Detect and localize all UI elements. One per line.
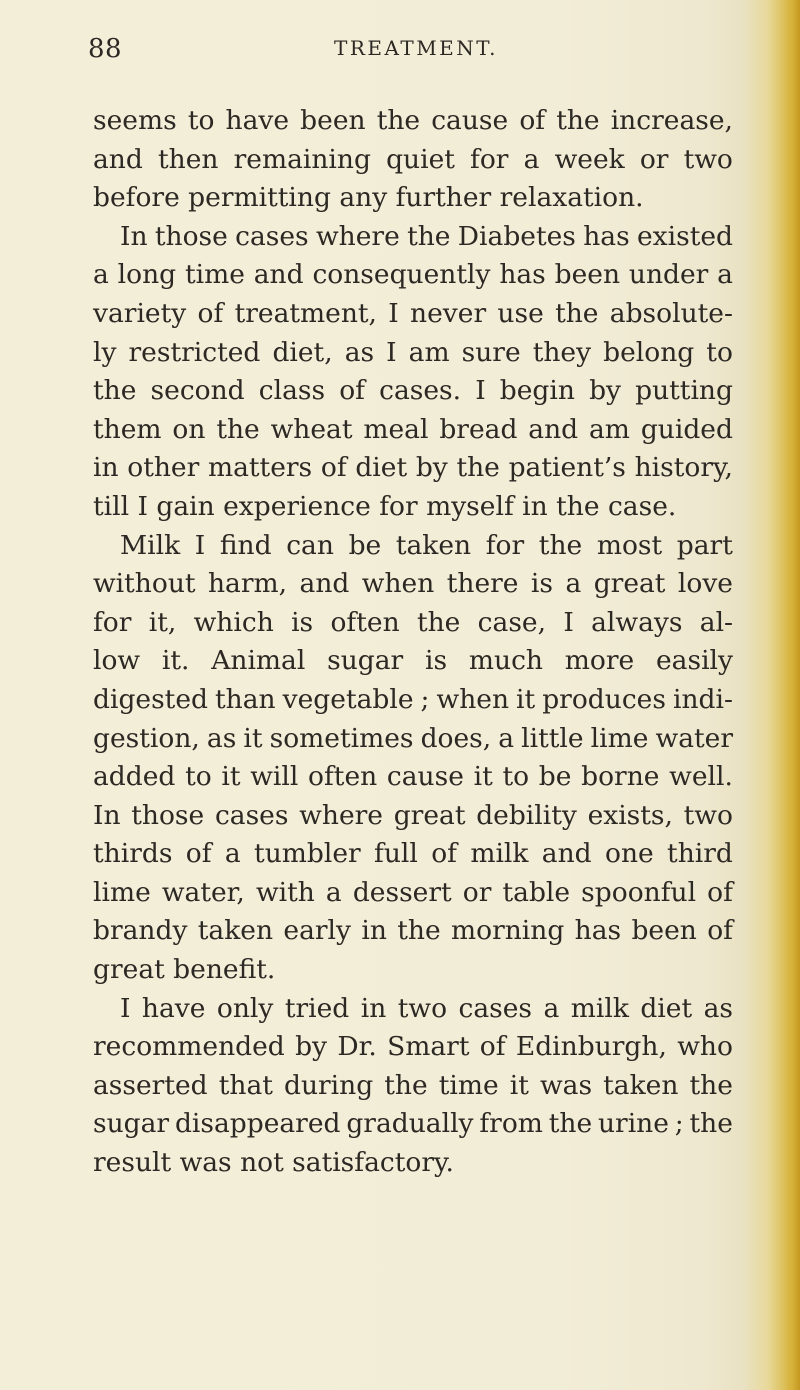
running-head: TREATMENT.	[334, 36, 499, 60]
text-line: thirds of a tumbler full of milk and one third	[93, 838, 733, 870]
text-line: result was not satisfactory.	[93, 1147, 454, 1179]
text-line: seems to have been the cause of the increase,	[93, 105, 733, 136]
text-line: asserted that during the time it was taken the	[93, 1069, 733, 1101]
text-line: without harm, and when there is a great love	[93, 568, 733, 600]
text-line: ly restricted diet, as I am sure they belong to	[93, 336, 733, 368]
text-line: before permitting any further relaxation.	[93, 182, 644, 214]
text-line: added to it will often cause it to be borne well.	[93, 761, 733, 793]
text-line: great benefit.	[93, 954, 276, 986]
text-line: the second class of cases. I begin by putting	[93, 375, 733, 407]
text-line: In those cases where the Diabetes has existed	[120, 220, 733, 252]
text-line: for it, which is often the case, I always al-	[93, 606, 733, 638]
text-line: lime water, with a dessert or table spoonful of	[93, 876, 733, 908]
text-line: and then remaining quiet for a week or two	[93, 143, 733, 175]
text-line: low it. Animal sugar is much more easily	[93, 645, 733, 677]
text-line: digested than vegetable ; when it produces indi-	[93, 683, 733, 715]
text-line: variety of treatment, I never use the absolute-	[93, 297, 733, 329]
text-line: In those cases where great debility exists, two	[93, 799, 733, 831]
text-line: recommended by Dr. Smart of Edinburgh, who	[93, 1031, 733, 1063]
page-edge	[786, 0, 800, 1390]
text-line: Milk I find can be taken for the most part	[120, 529, 733, 561]
text-line: a long time and consequently has been under a	[93, 259, 733, 291]
text-line: them on the wheat meal bread and am guided	[93, 413, 733, 445]
page-number: 88	[88, 34, 123, 64]
text-line: brandy taken early in the morning has been of	[93, 915, 733, 947]
text-line: sugar disappeared gradually from the urine ; the	[93, 1108, 733, 1140]
text-line: gestion, as it sometimes does, a little lime water	[93, 722, 733, 754]
text-line: I have only tried in two cases a milk diet as	[120, 992, 733, 1024]
text-line: in other matters of diet by the patient’s history,	[93, 452, 733, 484]
body-text	[93, 102, 733, 1183]
text-line: till I gain experience for myself in the case.	[93, 490, 677, 522]
page-header	[88, 28, 728, 68]
